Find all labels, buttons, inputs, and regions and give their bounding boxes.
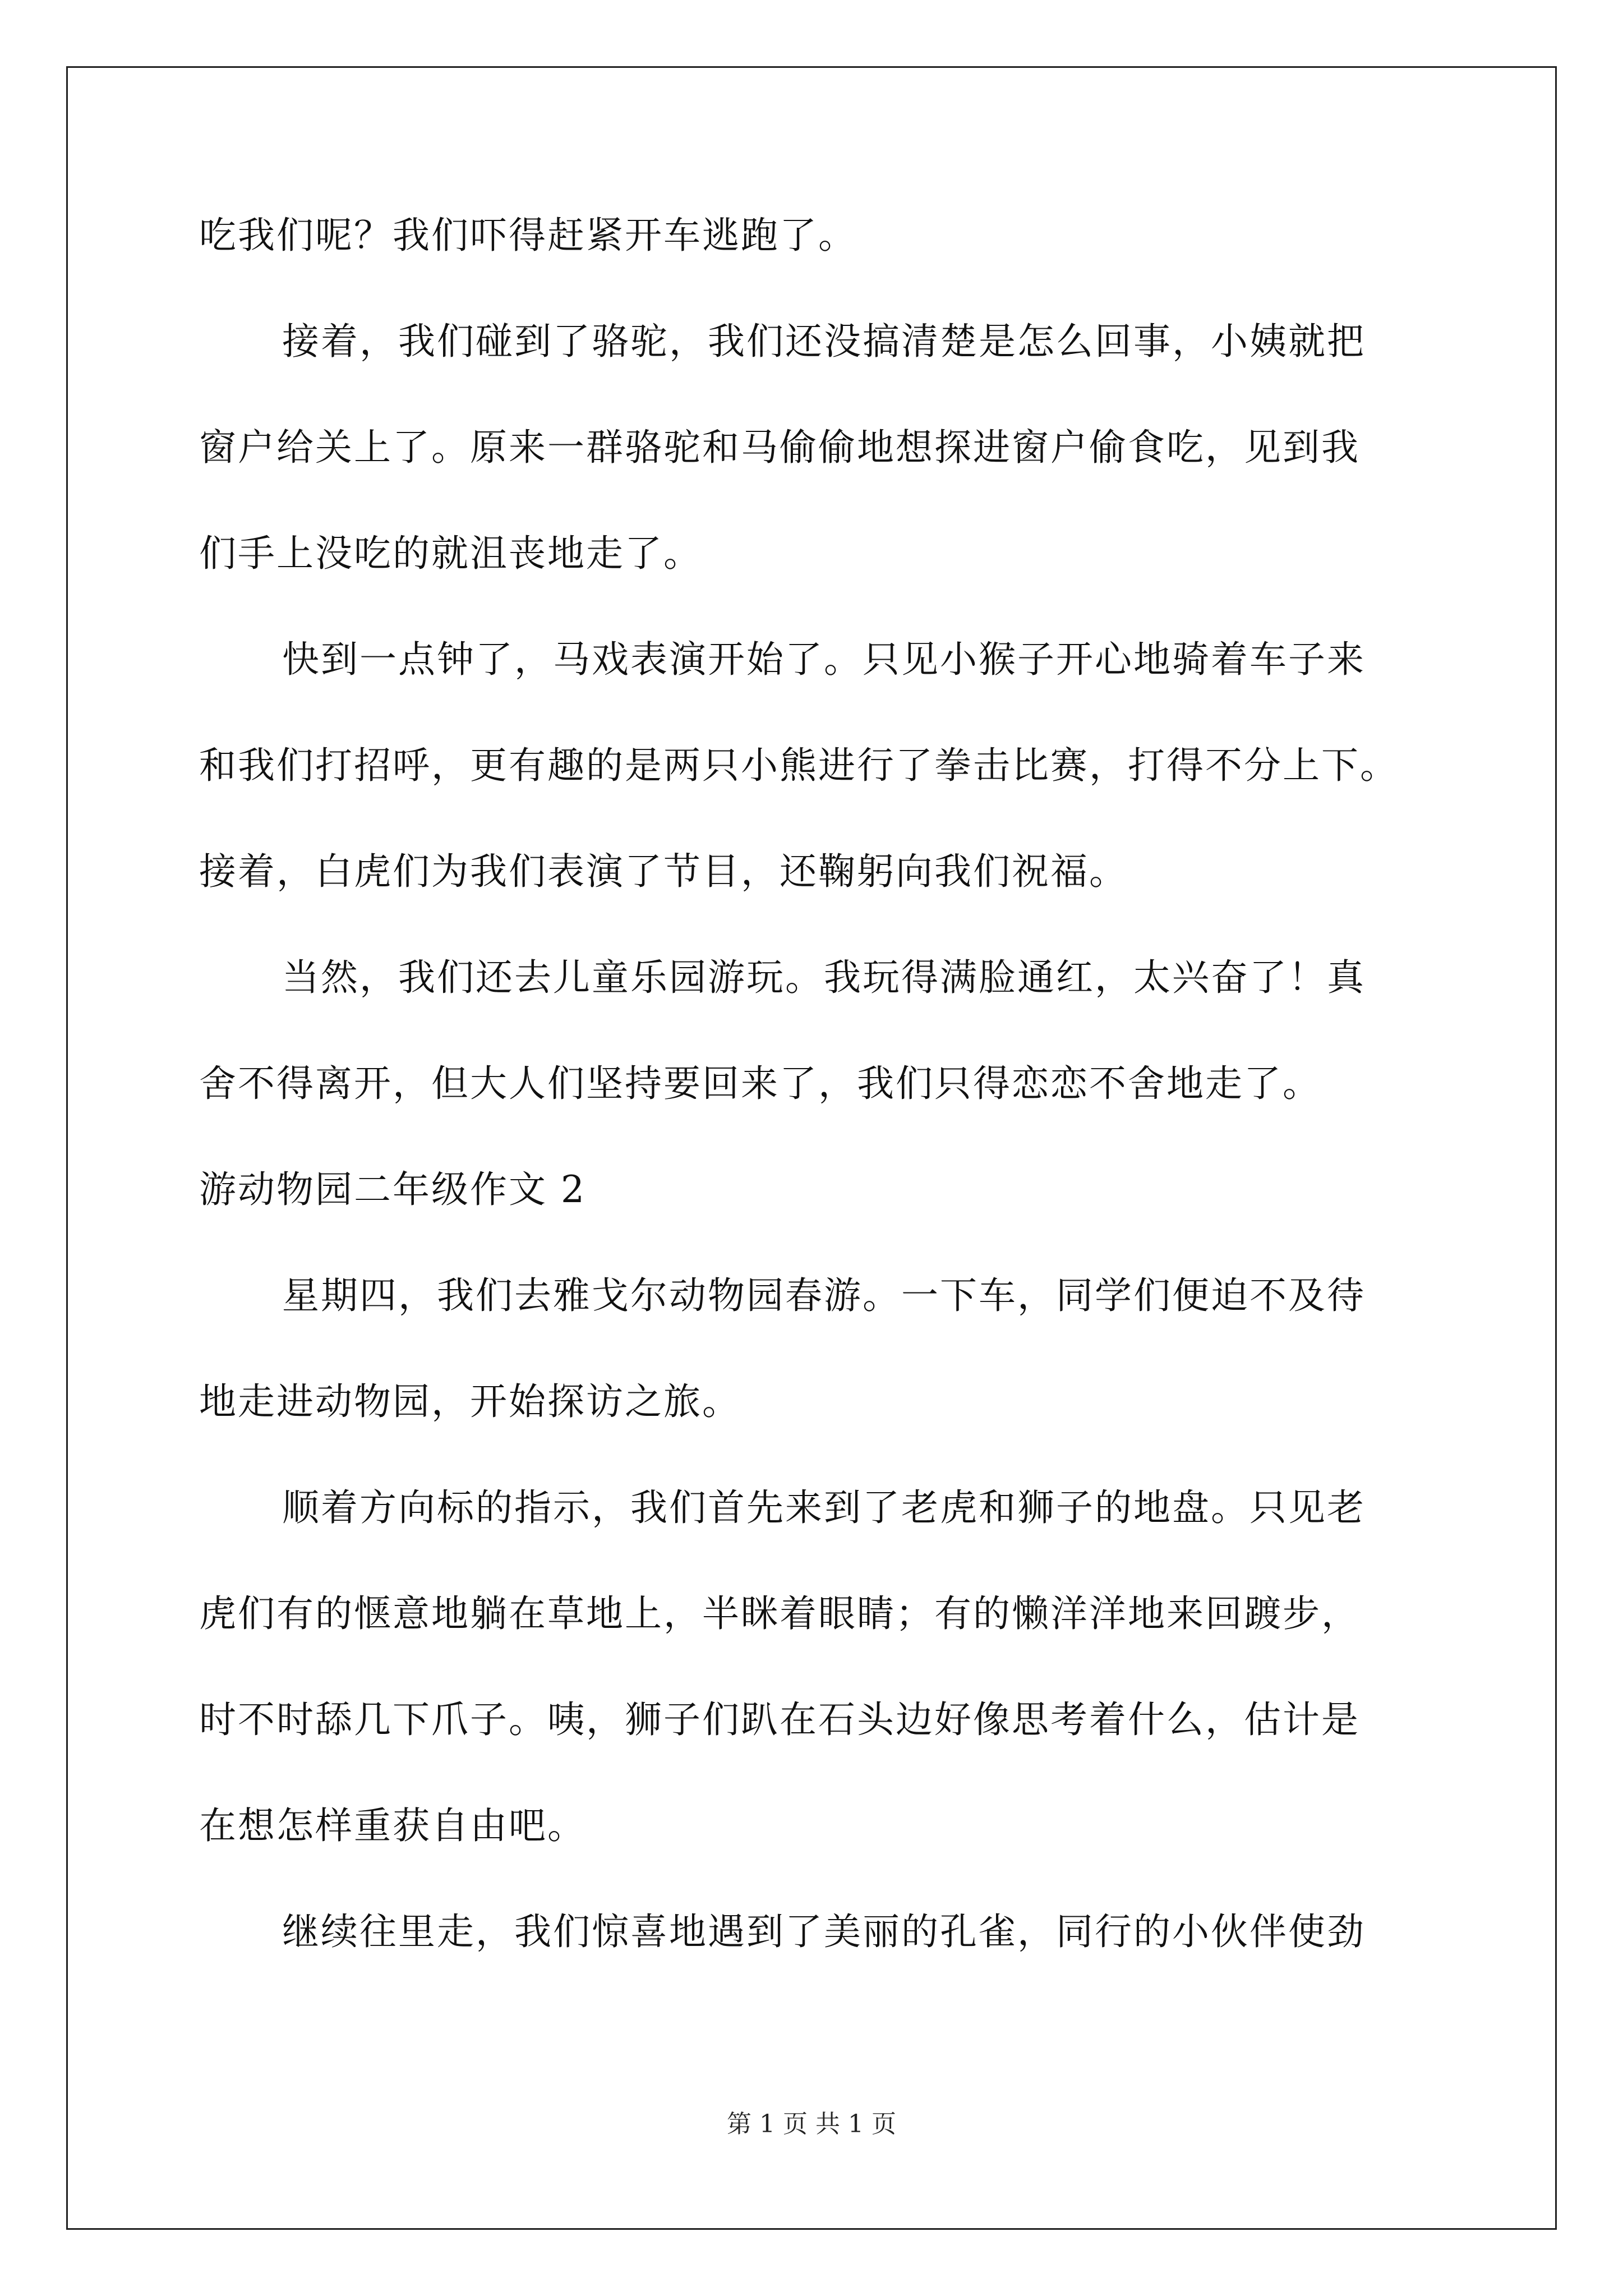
page-footer: 第 1 页 共 1 页 [727, 2110, 896, 2138]
text-line: 们手上没吃的就沮丧地走了。 [199, 532, 702, 575]
section-heading: 游动物园二年级作文 2 [199, 1168, 586, 1211]
text-line: 接着，我们碰到了骆驼，我们还没搞清楚是怎么回事，小姨就把 [282, 320, 1366, 363]
text-line: 继续往里走，我们惊喜地遇到了美丽的孔雀，同行的小伙伴使劲 [282, 1910, 1366, 1953]
text-line: 吃我们呢？我们吓得赶紧开车逃跑了。 [199, 214, 857, 257]
text-line: 星期四，我们去雅戈尔动物园春游。一下车，同学们便迫不及待 [282, 1274, 1366, 1317]
text-line: 地走进动物园，开始探访之旅。 [199, 1380, 741, 1423]
text-line: 虎们有的惬意地躺在草地上，半眯着眼睛；有的懒洋洋地来回踱步， [199, 1592, 1360, 1635]
text-line: 时不时舔几下爪子。咦，狮子们趴在石头边好像思考着什么，估计是 [199, 1698, 1360, 1741]
text-line: 舍不得离开，但大人们坚持要回来了，我们只得恋恋不舍地走了。 [199, 1062, 1321, 1105]
text-line: 接着，白虎们为我们表演了节目，还鞠躬向我们祝福。 [199, 850, 1128, 893]
page-border [66, 66, 1557, 2230]
text-line: 顺着方向标的指示，我们首先来到了老虎和狮子的地盘。只见老 [282, 1486, 1366, 1529]
text-line: 当然，我们还去儿童乐园游玩。我玩得满脸通红，太兴奋了！真 [282, 956, 1366, 999]
text-line: 快到一点钟了，马戏表演开始了。只见小猴子开心地骑着车子来 [282, 638, 1366, 681]
text-line: 在想怎样重获自由吧。 [199, 1804, 586, 1847]
text-line: 和我们打招呼，更有趣的是两只小熊进行了拳击比赛，打得不分上下。 [199, 744, 1399, 787]
text-line: 窗户给关上了。原来一群骆驼和马偷偷地想探进窗户偷食吃，见到我 [199, 426, 1360, 469]
